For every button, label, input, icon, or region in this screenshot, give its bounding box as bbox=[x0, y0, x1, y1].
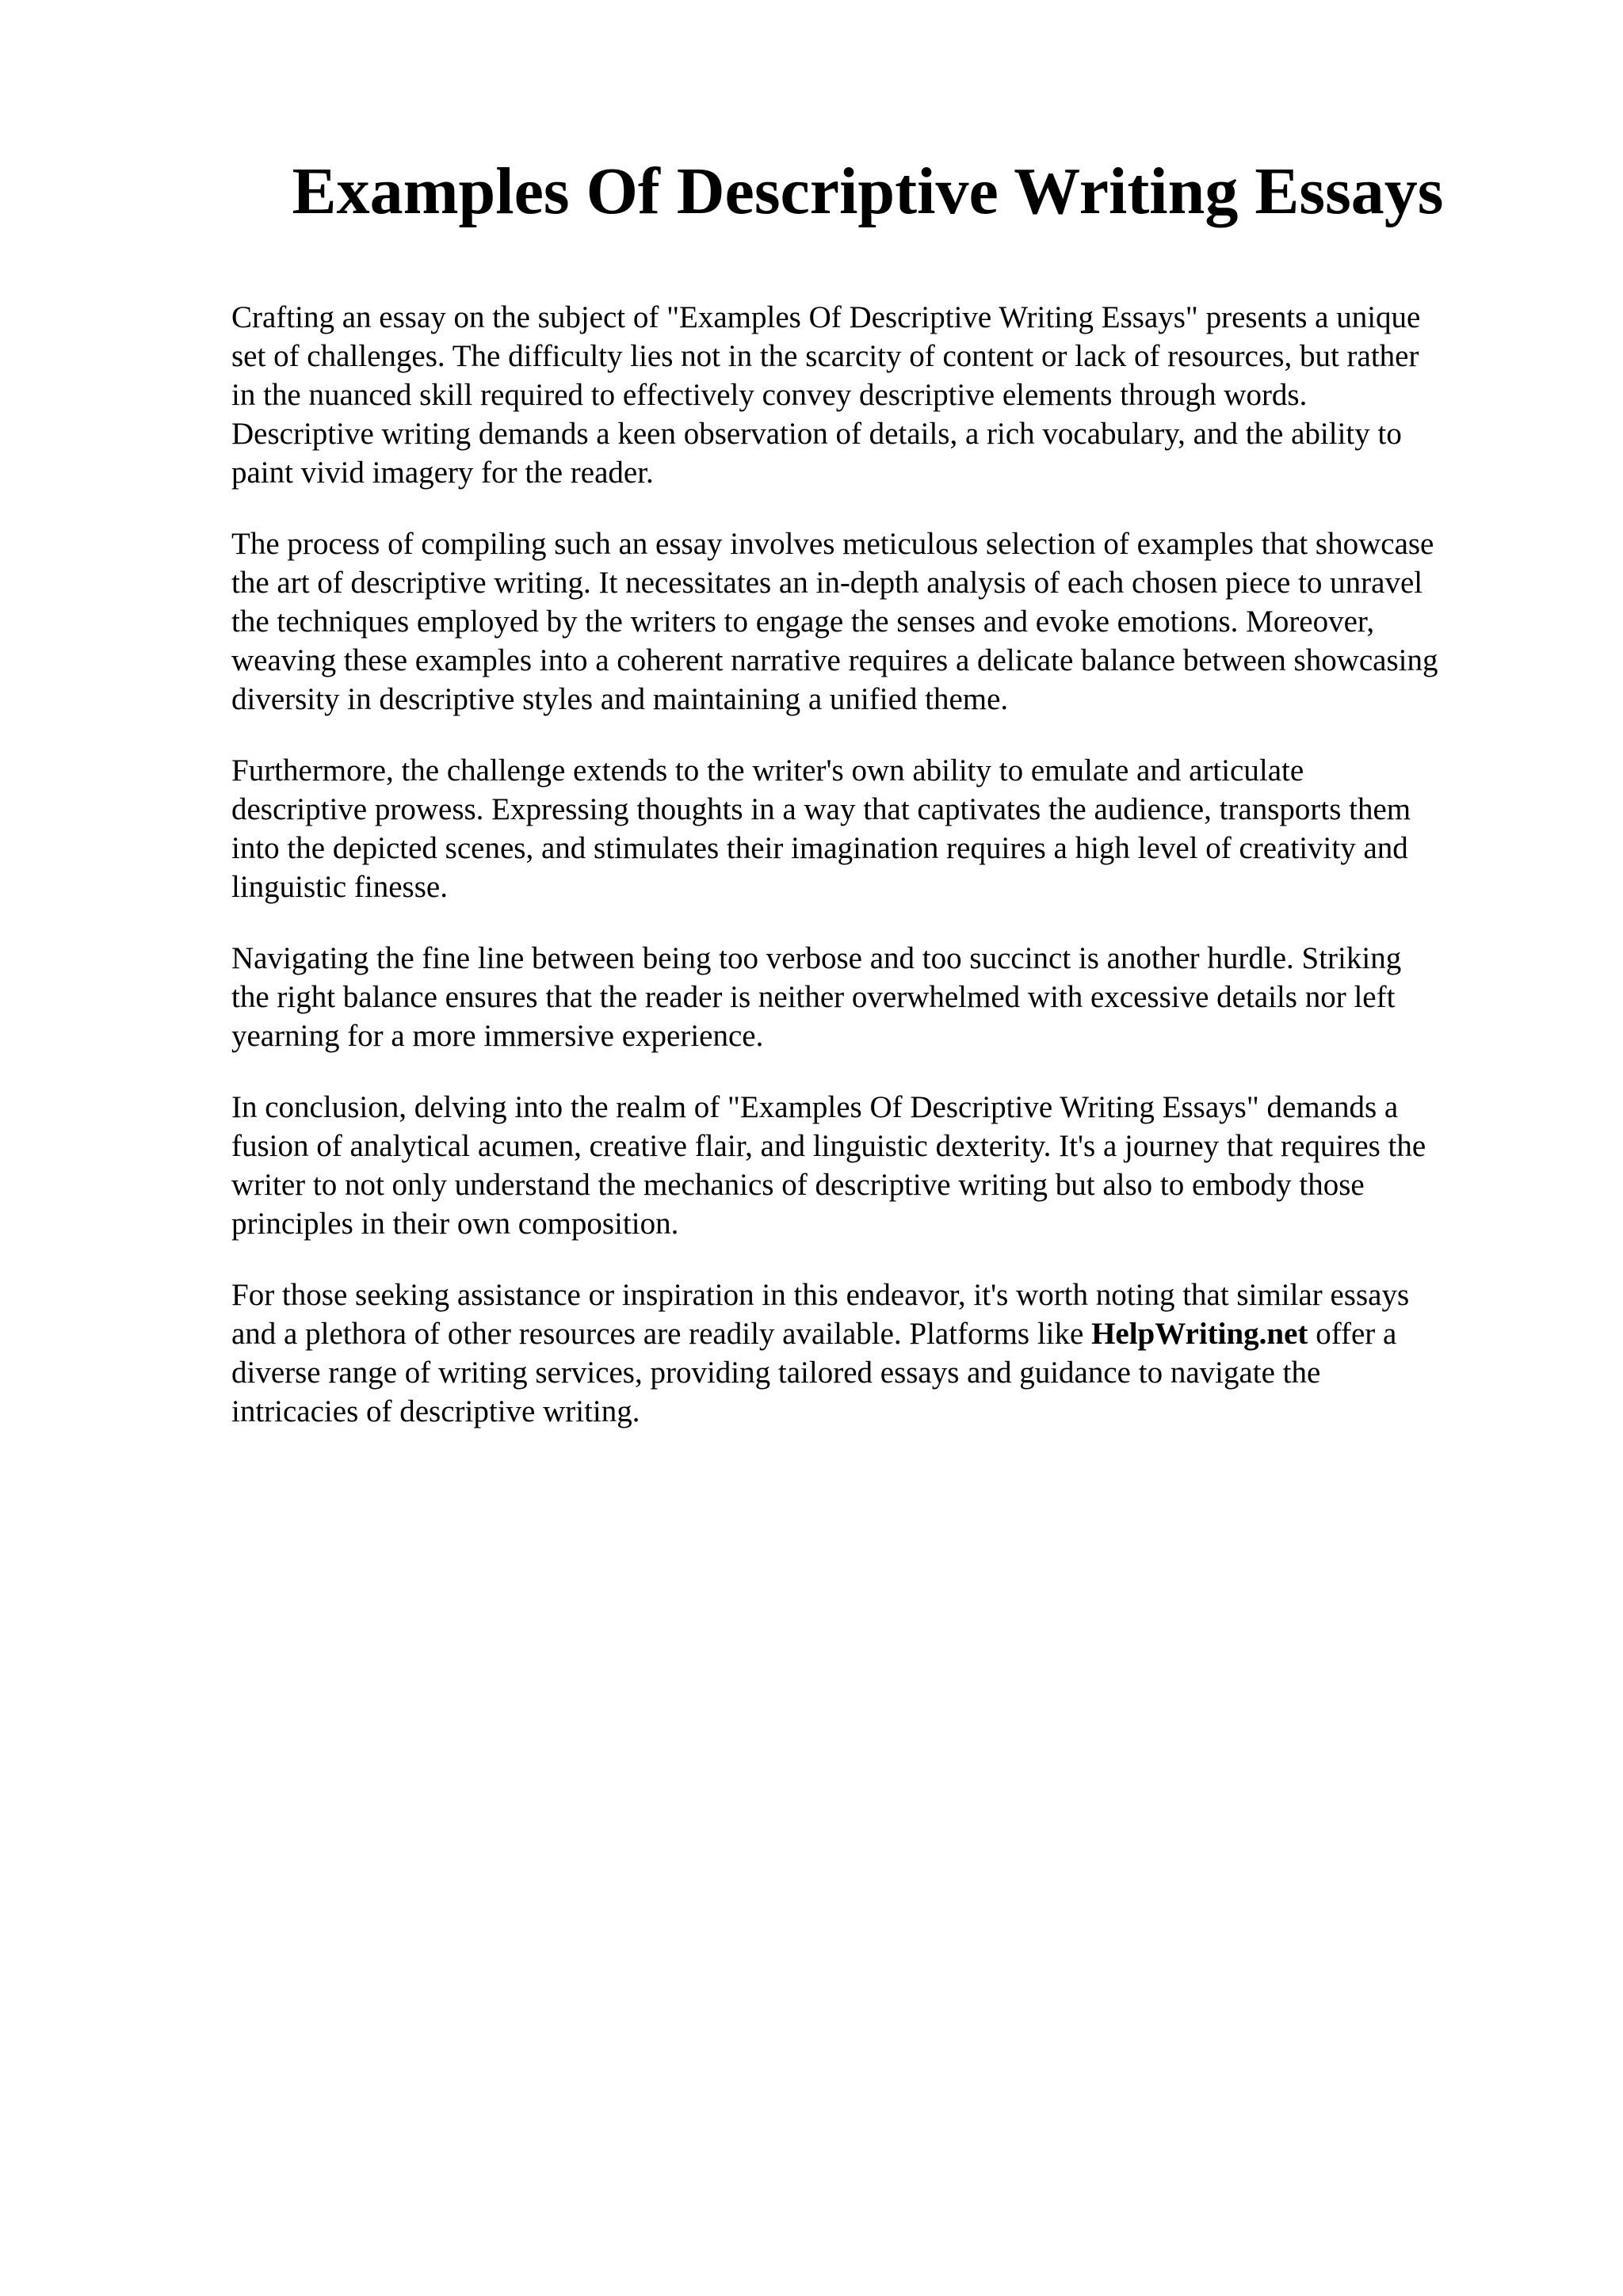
paragraph-line: the techniques employed by the writers to engage the senses and evoke emotions. Moreover, bbox=[231, 605, 1375, 639]
paragraph-line: in the nuanced skill required to effectively convey descriptive elements through words. bbox=[231, 378, 1308, 412]
paragraph-line: Navigating the fine line between being too verbose and too succinct is another hurdle. Striking bbox=[231, 941, 1402, 975]
paragraph-line: Descriptive writing demands a keen observation of details, a rich vocabulary, and the ability to bbox=[231, 417, 1402, 451]
document-title: Examples Of Descriptive Writing Essays bbox=[292, 154, 1444, 228]
paragraph-line bbox=[231, 1314, 1515, 1353]
paragraph-line: intricacies of descriptive writing. bbox=[231, 1394, 640, 1428]
paragraph-line: set of challenges. The difficulty lies not in the scarcity of content or lack of resources, but rather bbox=[231, 339, 1419, 373]
paragraph-line: For those seeking assistance or inspiration in this endeavor, it's worth noting that similar essays bbox=[231, 1278, 1410, 1312]
paragraph-line: diversity in descriptive styles and maintaining a unified theme. bbox=[231, 682, 1009, 716]
closing-text-before: and a plethora of other resources are readily available. Platforms like bbox=[231, 1317, 1092, 1351]
paragraph-line: diverse range of writing services, providing tailored essays and guidance to navigate the bbox=[231, 1356, 1321, 1390]
paragraph-3 bbox=[231, 751, 1515, 906]
paragraph-line: the right balance ensures that the reader is neither overwhelmed with excessive details nor left bbox=[231, 980, 1396, 1014]
brand-name: HelpWriting.net bbox=[1091, 1317, 1308, 1351]
paragraph-4 bbox=[231, 939, 1515, 1055]
paragraph-line: writer to not only understand the mechanics of descriptive writing but also to embody those bbox=[231, 1168, 1365, 1202]
paragraph-line: yearning for a more immersive experience. bbox=[231, 1019, 764, 1053]
paragraph-1 bbox=[231, 298, 1515, 492]
paragraph-line: fusion of analytical acumen, creative flair, and linguistic dexterity. It's a journey that requires the bbox=[231, 1129, 1426, 1163]
closing-text-after: offer a bbox=[1308, 1317, 1397, 1351]
paragraph-line: In conclusion, delving into the realm of "Examples Of Descriptive Writing Essays" demands a bbox=[231, 1090, 1399, 1124]
paragraph-line: descriptive prowess. Expressing thoughts in a way that captivates the audience, transports them bbox=[231, 792, 1411, 826]
paragraph-line: linguistic finesse. bbox=[231, 870, 448, 904]
paragraph-line: into the depicted scenes, and stimulates their imagination requires a high level of creativity and bbox=[231, 831, 1408, 865]
paragraph-line: Crafting an essay on the subject of "Examples Of Descriptive Writing Essays" presents a unique bbox=[231, 300, 1421, 334]
paragraph-closing bbox=[231, 1276, 1515, 1431]
paragraph-line: principles in their own composition. bbox=[231, 1207, 679, 1241]
paragraph-line: Furthermore, the challenge extends to the writer's own ability to emulate and articulate bbox=[231, 753, 1304, 788]
paragraph-5 bbox=[231, 1088, 1515, 1243]
paragraph-line: the art of descriptive writing. It necessitates an in-depth analysis of each chosen piece to unravel bbox=[231, 566, 1423, 600]
paragraph-line: paint vivid imagery for the reader. bbox=[231, 456, 654, 490]
paragraph-line: The process of compiling such an essay involves meticulous selection of examples that showcase bbox=[231, 527, 1434, 561]
document-body bbox=[231, 298, 1515, 1463]
paragraph-line: weaving these examples into a coherent narrative requires a delicate balance between showcasing bbox=[231, 643, 1438, 677]
paragraph-2 bbox=[231, 524, 1515, 719]
